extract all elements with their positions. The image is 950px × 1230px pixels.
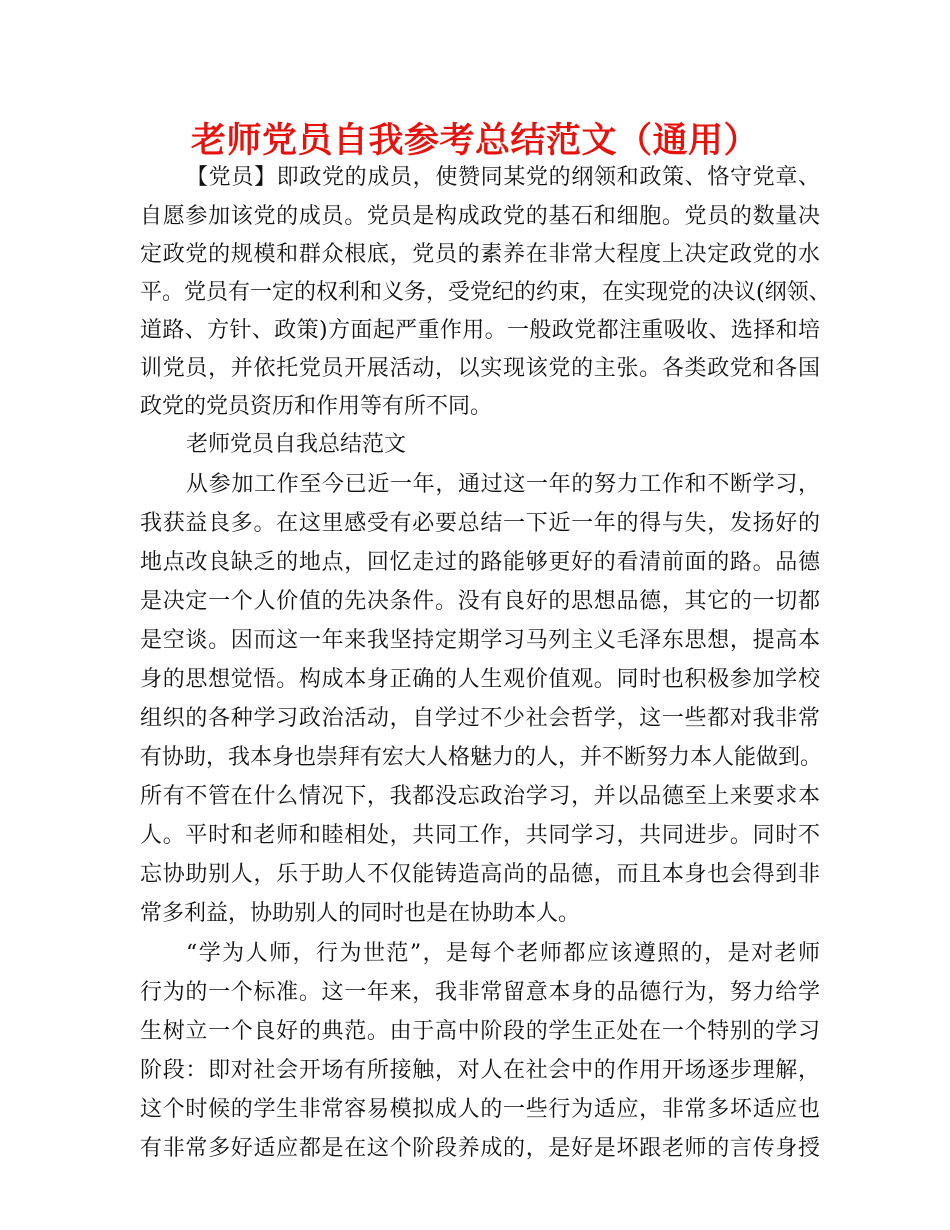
paragraph-line: 是空谈。因而这一年来我坚持定期学习马列主义毛泽东思想，提高本 — [140, 628, 820, 653]
paragraph-line: “学为人师，行为世范”，是每个老师都应该遵照的，是对老师 — [186, 941, 820, 966]
paragraph-line: 有协助，我本身也崇拜有宏大人格魅力的人，并不断努力本人能做到。 — [140, 745, 823, 770]
paragraph-line: 地点改良缺乏的地点，回忆走过的路能够更好的看清前面的路。品德 — [140, 550, 820, 575]
document-title: 老师党员自我参考总结范文（通用） — [190, 121, 759, 161]
paragraph-line: 所有不管在什么情况下，我都没忘政治学习，并以品德至上来要求本 — [140, 784, 820, 809]
paragraph-line: 道路、方针、政策)方面起严重作用。一般政党都注重吸收、选择和培 — [140, 318, 820, 343]
paragraph-line: 我获益良多。在这里感受有必要总结一下近一年的得与失，发扬好的 — [140, 511, 820, 536]
paragraph-line: 从参加工作至今已近一年，通过这一年的努力工作和不断学习， — [186, 472, 820, 497]
paragraph-line: 行为的一个标准。这一年来，我非常留意本身的品德行为，努力给学 — [140, 980, 820, 1005]
paragraph-line: 忘协助别人，乐于助人不仅能铸造高尚的品德，而且本身也会得到非 — [140, 862, 820, 887]
paragraph-line: 常多利益，协助别人的同时也是在协助本人。 — [140, 901, 581, 926]
paragraph-line: 身的思想觉悟。构成本身正确的人生观价值观。同时也积极参加学校 — [140, 667, 820, 692]
paragraph-line: 政党的党员资历和作用等有所不同。 — [140, 394, 493, 419]
paragraph-line: 阶段：即对社会开场有所接触，对人在社会中的作用开场逐步理解， — [140, 1058, 820, 1083]
paragraph-line: 训党员，并依托党员开展活动，以实现该党的主张。各类政党和各国 — [140, 356, 820, 381]
paragraph-line: 定政党的规模和群众根底，党员的素养在非常大程度上决定政党的水 — [140, 242, 820, 267]
paragraph-line: 生树立一个良好的典范。由于高中阶段的学生正处在一个特别的学习 — [140, 1019, 820, 1044]
paragraph-line: 人。平时和老师和睦相处，共同工作，共同学习，共同进步。同时不 — [140, 823, 820, 848]
paragraph-line: 组织的各种学习政治活动，自学过不少社会哲学，这一些都对我非常 — [140, 706, 820, 731]
paragraph-line: 这个时候的学生非常容易模拟成人的一些行为适应，非常多坏适应也 — [140, 1097, 820, 1122]
paragraph-line: 自愿参加该党的成员。党员是构成政党的基石和细胞。党员的数量决 — [140, 204, 820, 229]
paragraph-line: 平。党员有一定的权利和义务，受党纪的约束，在实现党的决议(纲领、 — [140, 280, 831, 305]
paragraph-line: 是决定一个人价值的先决条件。没有良好的思想品德，其它的一切都 — [140, 589, 820, 614]
paragraph-line: 有非常多好适应都是在这个阶段养成的，是好是坏跟老师的言传身授 — [140, 1136, 820, 1161]
paragraph-line: 【党员】即政党的成员，使赞同某党的纲领和政策、恪守党章、 — [186, 165, 820, 190]
section-heading: 老师党员自我总结范文 — [186, 432, 407, 457]
